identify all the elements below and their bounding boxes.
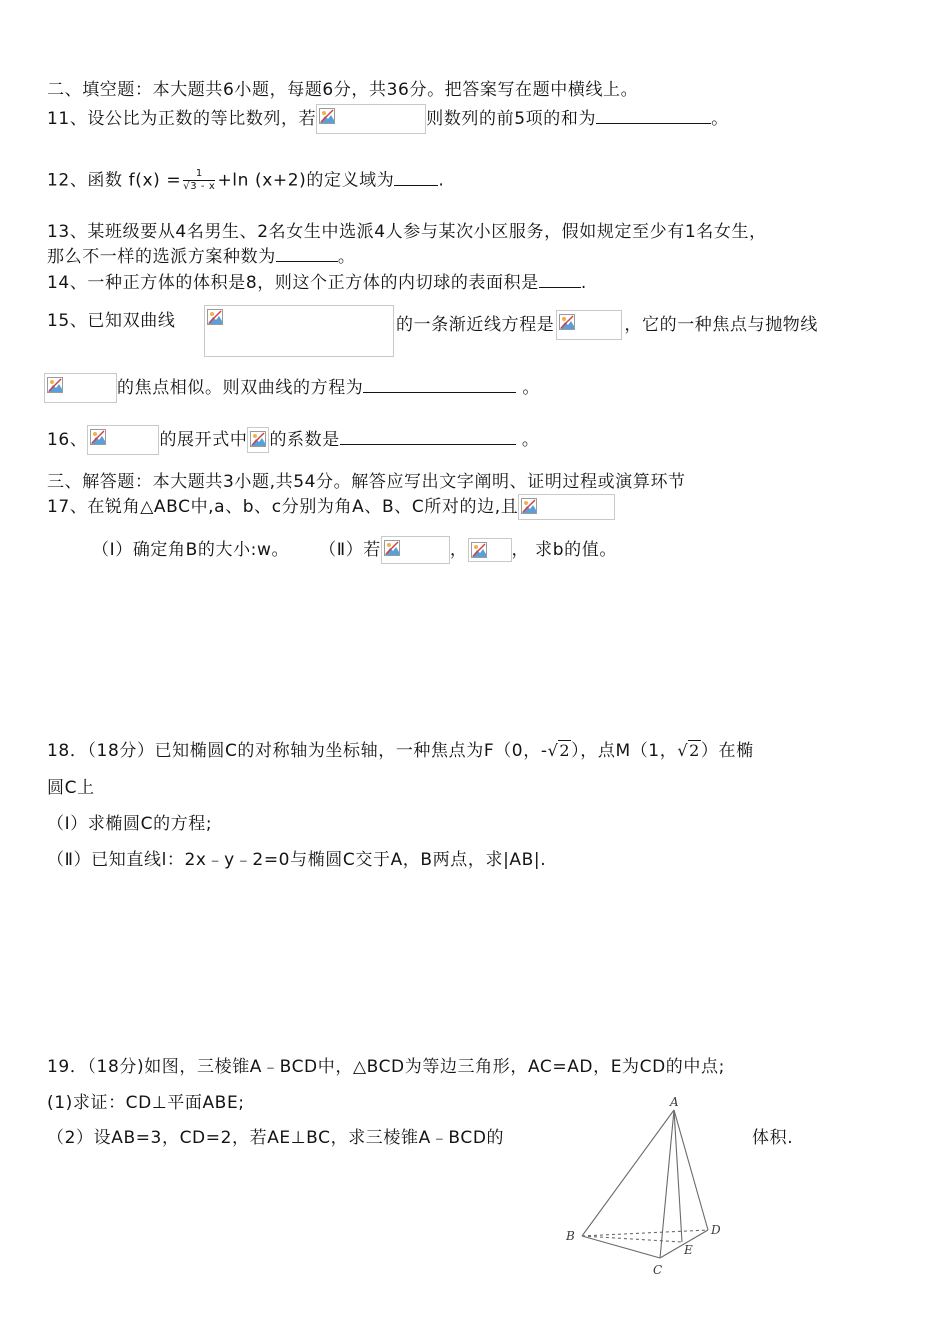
q18-sqrt-2: √2: [677, 741, 700, 760]
label-A: A: [670, 1095, 679, 1109]
q17-condition-image: [518, 494, 615, 520]
q18-text-c: ）在椭: [700, 741, 754, 761]
q13-answer-blank: [276, 245, 338, 262]
section2-header: 二、填空题：本大题共6小题，每题6分，共36分。把答案写在题中横线上。: [47, 80, 639, 100]
q18-text-b: ），点M（1，: [571, 741, 678, 761]
edge-BC: [582, 1236, 660, 1258]
question-13-line2: [47, 245, 355, 268]
q15-asymptote-image: [556, 310, 622, 340]
question-19-part2: [47, 1127, 504, 1149]
q16-answer-blank: [340, 428, 516, 445]
edge-BD: [582, 1230, 708, 1236]
question-17-parts: [92, 536, 617, 564]
q18-text-a: 18．（18分）已知椭圆C的对称轴为坐标轴，一种焦点为F（0，-: [47, 741, 548, 761]
question-18-part2: （Ⅱ）已知直线l：2x﹣y﹣2=0与椭圆C交于A，B两点，求|AB|.: [47, 850, 547, 870]
edge-BE: [582, 1236, 682, 1242]
q15-text-b: 的一条渐近线方程是: [396, 315, 555, 335]
q14-answer-blank: [539, 271, 581, 288]
q16-text-a: 16、: [47, 430, 88, 450]
broken-image-icon: [250, 431, 266, 447]
question-14: [47, 271, 587, 294]
q15-text-a: 15、已知双曲线: [47, 311, 176, 331]
broken-image-icon: [521, 498, 537, 514]
q19-part2-b: 体积.: [752, 1128, 794, 1148]
q12-fraction: [183, 168, 215, 193]
broken-image-icon: [90, 429, 106, 445]
q16-text-c: 的系数是: [269, 430, 340, 450]
label-D: D: [711, 1223, 721, 1237]
question-13-line1: 13、某班级要从4名男生、2名女生中选派4人参与某次小区服务，假如规定至少有1名女生，: [47, 222, 767, 242]
q14-text-b: .: [580, 273, 587, 293]
question-15-line2: [44, 373, 540, 403]
q17-text-a: 17、在锐角△ABC中,a、b、c分别为角A、B、C所对的边,且: [47, 497, 519, 517]
q12-denominator: √3 - x: [183, 181, 216, 192]
question-16: [47, 425, 539, 455]
q13-text-b: 。: [337, 247, 356, 267]
broken-image-icon: [207, 309, 223, 325]
edge-AD: [674, 1110, 708, 1230]
q12-numerator: 1: [183, 168, 215, 181]
broken-image-icon: [47, 377, 63, 393]
q17-part2-b: ，: [449, 540, 468, 560]
q11-answer-blank: [596, 107, 711, 124]
label-E: E: [684, 1243, 693, 1257]
q17-given-b-image: [468, 538, 512, 562]
q15-hyperbola-image: [204, 305, 394, 357]
q11-formula-image: [316, 104, 426, 134]
q17-part2-a: （Ⅱ）若: [319, 540, 381, 560]
broken-image-icon: [471, 542, 487, 558]
q16-term-image: [247, 427, 269, 453]
question-11: [47, 104, 729, 134]
q15-text-d: 的焦点相似。则双曲线的方程为: [117, 378, 364, 398]
broken-image-icon: [559, 314, 575, 330]
q16-text-b: 的展开式中: [159, 430, 248, 450]
q15-parabola-image: [44, 373, 117, 403]
section3-header: 三、解答题：本大题共3小题,共54分。解答应写出文字阐明、证明过程或演算环节: [47, 472, 686, 492]
q17-part1: （Ⅰ）确定角B的大小:w。: [92, 540, 290, 560]
question-18-part1: （Ⅰ）求椭圆C的方程;: [47, 814, 213, 834]
q12-text-a: 12、函数 f(x) =: [47, 170, 182, 191]
question-19: 19．（18分)如图，三棱锥A﹣BCD中，△BCD为等边三角形，AC=AD，E为CD的中点;: [47, 1057, 725, 1077]
edge-AE: [674, 1110, 682, 1242]
q15-text-c: ，它的一种焦点与抛物线: [624, 315, 819, 335]
q12-answer-blank: [394, 169, 438, 186]
q16-binomial-image: [87, 425, 159, 455]
edge-AC: [660, 1110, 674, 1258]
q15-text-e: 。: [522, 378, 541, 398]
q12-text-b: +ln (x+2)的定义域为: [217, 170, 395, 191]
label-C: C: [653, 1263, 663, 1277]
q18-sqrt-1: √2: [547, 741, 571, 760]
pyramid-figure: [560, 1092, 740, 1282]
edge-AB: [582, 1110, 674, 1236]
question-12: [47, 168, 444, 193]
question-19-part1: (1)求证：CD⊥平面ABE;: [47, 1093, 245, 1113]
question-17: [47, 494, 615, 520]
broken-image-icon: [384, 540, 400, 556]
q11-text-a: 11、设公比为正数的等比数列，若: [47, 109, 317, 129]
question-18: [47, 740, 754, 762]
q17-given-a-image: [381, 536, 450, 564]
q19-part2-a: （2）设AB=3，CD=2，若AE⊥BC，求三棱锥A﹣BCD的: [47, 1128, 505, 1148]
broken-image-icon: [319, 108, 335, 124]
q13-text-a: 那么不一样的选派方案种数为: [47, 247, 276, 267]
q14-text-a: 14、一种正方体的体积是8，则这个正方体的内切球的表面积是: [47, 273, 539, 293]
q17-part2-c: ， 求b的值。: [511, 540, 617, 560]
question-15-line1: [47, 310, 175, 332]
question-18-line2: 圆C上: [47, 778, 95, 798]
q16-text-d: 。: [521, 430, 540, 450]
q11-text-b: 则数列的前5项的和为: [426, 109, 597, 129]
q12-text-c: .: [438, 170, 445, 191]
q15-answer-blank: [363, 376, 516, 393]
question-15-line1-b: [396, 310, 818, 340]
q11-text-c: 。: [711, 109, 729, 129]
label-B: B: [566, 1229, 575, 1243]
